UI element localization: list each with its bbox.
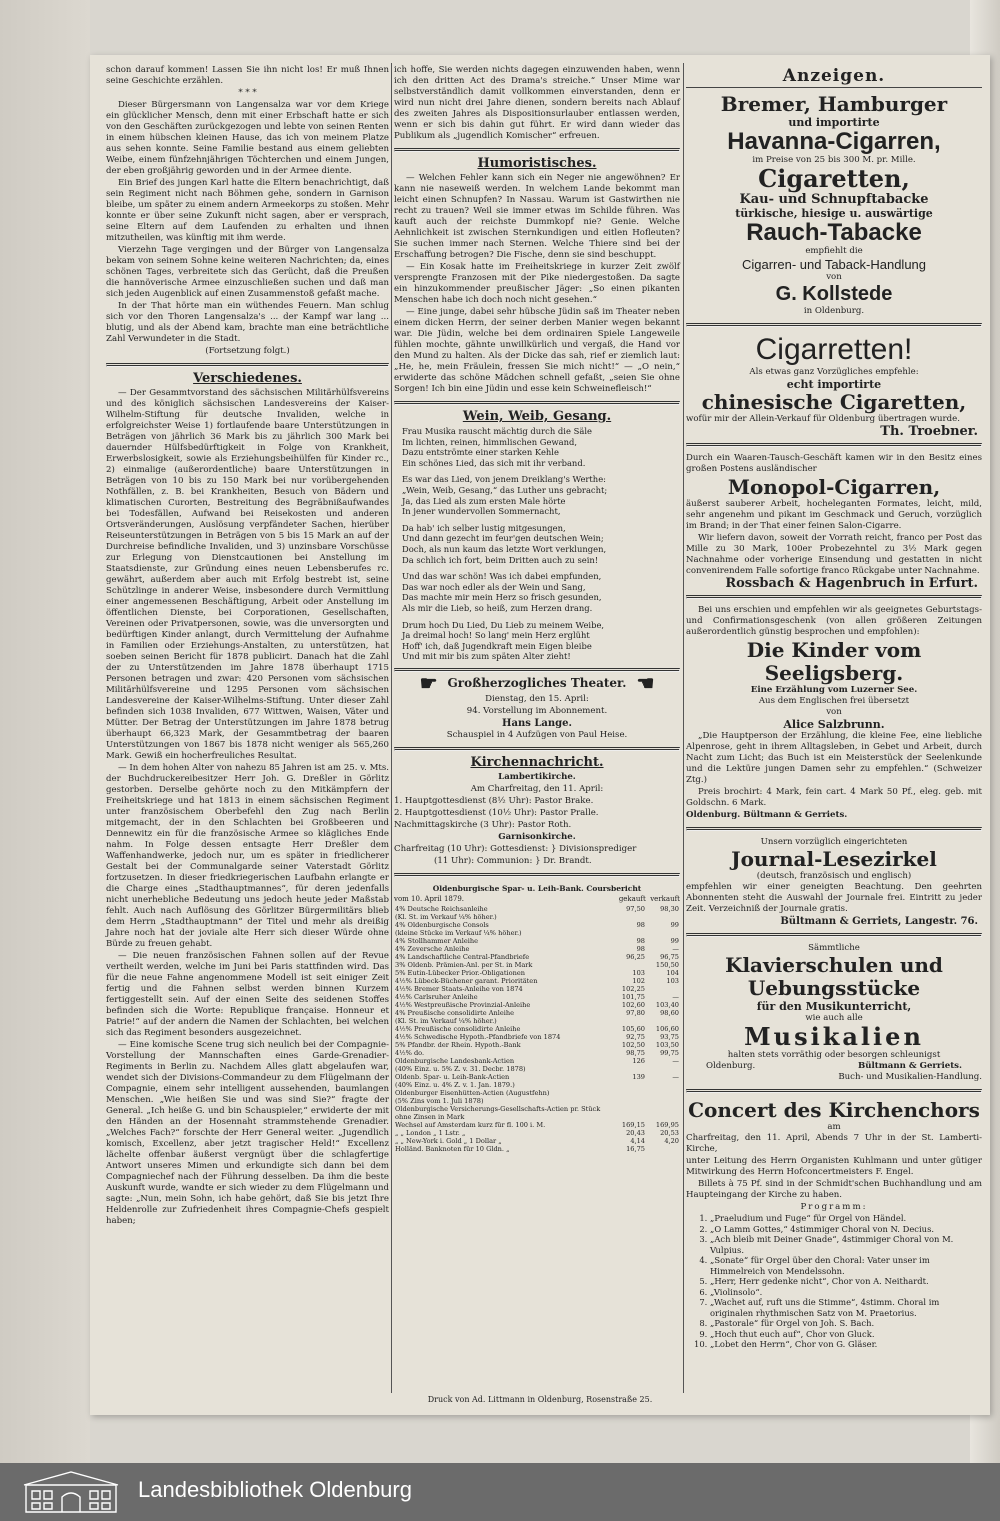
column-header-sold: verkauft [650,894,680,903]
sold-price [646,929,680,937]
table-row [394,905,680,913]
exchange-table [394,905,680,1153]
ad-line: Rauch-Tabacke [746,219,922,246]
program-list [686,1213,982,1350]
ad-line: und importirte [788,116,880,129]
ad-line: Als etwas ganz Vorzügliches empfehle: [749,367,919,377]
bought-price: 102,60 [621,1000,645,1009]
exchange-report-subhead [394,894,680,905]
sold-price: — [672,944,679,953]
ad-line: Wir liefern davon, soweit der Vorrath reicht, franco per Post das Mille zu 30 Mark, 100er Probezehntel zu 3½ Mark gegen Nachnahme oder vorherige Einsendung und gestatten in nicht convenirendem Falle sofortige franco Rückgabe unter Nachnahme. [686,533,982,576]
continuation-note: (Fortsetzung folgt.) [205,346,290,356]
bought-price [612,1089,646,1097]
bought-price [612,1097,646,1105]
ad-line: von [826,272,842,282]
service-line: 1. Hauptgottesdienst (8½ Uhr): Pastor Brake. [394,795,594,806]
table-row [394,1145,680,1153]
ad-lesezirkel [686,837,982,927]
ad-line: Havanna-Cigarren, [727,128,941,155]
ad-signature: Oldenburg. Bültmann & Gerriets. [686,810,848,820]
bought-price: 97,80 [626,1008,645,1017]
ad-line: empfehlen wir einer geneigten Beachtung. Den geehrten Abonnenten steht die Auswahl der Journale frei. Eintritt zu jeder Zeit. Verzeichniß der Journale gratis. [686,882,982,914]
poem-stanza: Frau Musika rauscht mächtig durch die Säle Im lichten, reinen, himmlischen Gewand, Dazu entströmte einer starken Kehle Ein schönes Lied, das sich mit ihr verband. [402,426,592,468]
bought-price: 102 [632,976,645,985]
separator-stars: * * * [238,88,257,98]
program-item: 6. „Violinsolo“. [710,1287,982,1298]
sold-price: 4,20 [664,1136,679,1145]
theater-genre: Schauspiel in 4 Aufzügen von Paul Heise. [446,729,628,740]
security-name: Holländ. Banknoten für 10 Gldn. „ [395,1144,510,1153]
bought-price: 126 [632,1056,645,1065]
table-row [394,1017,680,1025]
security-name: 4½% Carlsruher Anleihe [395,992,478,1001]
sold-price: 150,50 [655,960,679,969]
news-item: — In dem hohen Alter von nahezu 85 Jahren ist am 25. v. Mts. der Buchdruckereibesitzer Herr Joh. G. Dreßler in Görlitz gestorben. Derselbe gehörte noch zu den Mitkämpfern der Freiheitskriege und hat 1813 in einem sächsischen Regiment unter französischem Oberbefehl den Zug nach Berlin mitgemacht, der in den Schlachten bei Großbeeren und Dennewitz ein für die französische Armee so klägliches Ende nahm. In Folge dessen entsagte Herr Dreßler dem Waffenhandwerke, jedoch nur, um es später in friedlicherer Gestalt bei der Communalgarde seiner Vaterstadt Görlitz fortzusetzen. In dieser friedkriegerischen Laufbahn erlangte er die Charge eines „Stadthauptmannes“, für deren jedenfalls nicht unerhebliche Bedeutung uns jedoch heute jeder Maßstab fehlt. Auch nach Auflösung des Görlitzer Bürgermilitärs blieb dem Herrn „Stadthauptmann“ der Titel und mehr als dreißig Jahre noch hat der joviale alte Herr sich dieser Würde ohne Bürde zu freuen gehabt. [106,763,389,949]
divider [394,148,680,152]
sold-price: — [672,1056,679,1065]
table-row [394,1137,680,1145]
ad-line: Charfreitag, den 11. April, Abends 7 Uhr in der St. Lamberti-Kirche, [686,1133,982,1154]
table-row [394,1121,680,1129]
ad-line: für den Musikunterricht, [756,1000,912,1013]
security-name: 4% Stollhammer Anleihe [395,936,479,945]
bought-price [612,1081,646,1089]
ad-seeligsberg [686,605,982,821]
ad-line: Buch- und Musikalien-Handlung. [838,1072,982,1082]
program-item: 9. „Hoch thut euch auf“, Chor von Gluck. [710,1329,982,1340]
ad-line: Sämmtliche [808,943,860,953]
bought-price: 97,50 [626,904,645,913]
security-name: (Kl. St. im Verkauf ¼% höher.) [395,1016,497,1025]
sold-price [646,1089,680,1097]
bought-price [612,929,646,937]
theater-performance: 94. Vorstellung im Abonnement. [466,705,608,716]
story-text: schon darauf kommen! Lassen Sie ihn nicht los! Er muß Ihnen seine Geschichte erzählen. [106,65,389,86]
divider [394,747,680,751]
sold-price: 99 [670,936,679,945]
sold-price [646,985,680,993]
library-banner [0,1463,1000,1521]
theater-date: Dienstag, den 15. April: [485,693,589,704]
ad-line: im Preise von 25 bis 300 M. pr. Mille. [752,155,916,165]
ad-troebner [686,333,982,437]
ad-line: Monopol-Cigarren, [727,475,941,499]
table-row [394,921,680,929]
report-date: vom 10. April 1879. [394,894,465,903]
story-text: Dieser Bürgersmann von Langensalza war vor dem Kriege ein glücklicher Mensch, denn mit einer Erbschaft hatte er sich von den Geschäften zurückgezogen und lebte von seinen Renten in einem hübschen kleinen Hause, das ich von meinem Platze aus sehen konnte. Seine Familie bestand aus einem geliebten Weibe, einem fünfzehnjährigen Töchterchen und einem Jungen, der eben großjährig geworden und in der Armee diente. [106,100,389,176]
bought-price: 16,75 [626,1144,645,1153]
service-line: Charfreitag (10 Uhr): Gottesdienst: } Divisionsprediger [394,843,637,854]
ad-line: Eine Erzählung vom Luzerner See. [750,685,918,695]
table-row [394,977,680,985]
church-name: Garnisonkirche. [498,831,576,842]
sold-price: 20,53 [660,1128,679,1137]
security-name: 4% Preußische consolidirte Anleihe [395,1008,515,1017]
sold-price [646,913,680,921]
theater-title: Großherzogliches Theater. [447,675,627,690]
poem [394,426,680,662]
security-name: 4½% Westpreußische Provinzial-Anleihe [395,1000,531,1009]
news-item: — Eine komische Scene trug sich neulich bei der Compagnie-Vorstellung der Mannschaften eines Garde-Grenadier-Regiments in Berlin zu. Nachdem Alles glatt abgelaufen war, wendet sich der Divisions-Commandeur zu dem Flügelmann der Compagnie, einem sehr intelligent aussehenden, baumlangen Menschen. „Wie heißen Sie und was sind Sie?“ fragte der General. „Ich heiße G. und bin Schauspieler,“ erwiderte der mit den Händen an der Hosennaht strammstehende Grenadier. „Welches Fach?“ forschte der Herr General weiter. „Jugendlich komisch, Excellenz, aber jetzt tragischer Held!“ Excellenz lächelte offenbar äußerst vergnügt über die schlagfertige Antwort unseres Mimen und erkundigte sich dann bei dem Compagniechef nach der Führung desselben. Da ihm die beste Auskunft wurde, wandte er sich wieder zu dem Flügelmann und sagte: „Nun, mein Sohn, ich habe gehört, daß Sie bis jetzt Ihre Heldenrolle zur Zufriedenheit ihres Compagnie-Chefs gespielt haben; [106,1040,389,1226]
table-row [394,1041,680,1049]
ad-line: Alice Salzbrunn. [783,718,885,731]
ad-line: Bei uns erschien und empfehlen wir als geeignetes Geburtstags- und Confirmationsgeschenk (von allen größeren Zeitungen außerordentlich günstig besprochen und empfohlen): [686,605,982,637]
bought-price [612,1017,646,1025]
sold-price: 98,60 [660,1008,679,1017]
joke-item: — Welchen Fehler kann sich ein Neger nie angewöhnen? Er kann nie naseweiß werden. In welchem Lande bekommt man leicht einen Schnupfen? In Nassau. Warum ist Gastwirthen nie recht zu trauen? Weil sie immer etwas im Schilde führen. Was kauft auch der reichste Dummkopf nie? Genie. Welche Aehnlichkeit ist zwischen Sternkundigen und eitlen Hofleuten? Sie suchen immer nach Sternen. Welche Thiere sind bei der Erschaffung betrogen? Die Fische, denn sie sind beschuppt. [394,173,680,260]
table-row [394,937,680,945]
column-1 [106,65,389,1228]
table-row [394,1097,680,1105]
theater-heading [394,670,680,695]
ad-line: „Die Hauptperson der Erzählung, die kleine Fee, eine liebliche Alpenrose, geht in ihrem Alltagsleben, in Gebet und Arbeit, durch Nacht zum Licht; das Buch ist ein Meisterstück der Seelenkunde und die Lektüre jungen Damen sehr zu empfehlen.“ (Schweizer Ztg.) [686,731,982,785]
ad-line: chinesische Cigaretten, [701,390,967,414]
sold-price: 103,40 [655,1000,679,1009]
bought-price [612,1105,646,1113]
table-row [394,1033,680,1041]
table-row [394,929,680,937]
column-3 [686,65,982,1350]
sold-price: — [672,1072,679,1081]
table-row [394,1001,680,1009]
bought-price: 102,25 [621,984,645,993]
bought-price: 98 [636,920,645,929]
ad-line: Musikalien [744,1022,924,1051]
sold-price: 169,95 [655,1120,679,1129]
program-item: 8. „Pastorale“ für Orgel von Joh. S. Bach. [710,1318,982,1329]
ad-line: Kau- und Schnupftabacke [739,192,929,207]
sold-price [646,1113,680,1121]
ad-signature: Bültmann & Gerriets, Langestr. 76. [780,916,978,927]
table-row [394,1025,680,1033]
ad-concert [686,1099,982,1350]
security-name: 4% Landschaftliche Central-Pfandbriefe [395,952,530,961]
exchange-report-title: Oldenburgische Spar- u. Leih-Bank. Coursbericht [432,883,642,893]
sold-price [646,1105,680,1113]
security-name: 4½% Preußische consolidirte Anleihe [395,1024,521,1033]
security-name: 4½% Lübeck-Büchener garant. Prioritäten [395,976,538,985]
news-item: — Der Gesammtvorstand des sächsischen Militärhülfsvereins und des königlich sächsischen Landesvereins der Kaiser-Wilhelm-Stiftung für deutsche Invaliden, welche in erfolgreichster Weise 1) fortlaufende baare Unterstützungen in Beträgen von jährlich 36 Mark bis zu jährlich 300 Mark bei dauernder Hülfsbedürftigkeit in Folge von Krankheit, Erwerbslosigkeit, sowie als Erziehungsbeihülfen für Kinder rc., 2) einmalige (außerordentliche) baare Unterstützungen in Beträgen von 10 bis zu 150 Mark bei nur vorübergehenden Nothfällen, z. B. bei Krankheiten, Besuch von Bädern und klimatischen Curorten, Bestreitung des Begräbnißaufwandes bei Todesfällen, Aufwand bei Reisekosten und anderen Ortsveränderungen, Auslösung verpfändeter Sachen, hierüber Reiseunterstützungen in Beträgen von 5 bis 15 Mark an auf der Durchreise befindliche Invaliden, und 3) unzinsbare Vorschüsse zur Erlegung von Dienstcautionen bei Anstellung im Staatsdienste, zur Gründung eines neuen Lebensberufes rc. gewährt, außerdem aber auch mit Erfolg bestrebt ist, seine Schützlinge in anderer Weise, insbesondere durch Vermittlung einer angemessenen Beschäftigung, Arbeit oder Anstellung im öffentlichen Dienste, bei Corporationen, Gesellschaften, Vereinen oder Privatpersonen, sowie, was die unversorgten und bedürftigen Kinder anlangt, durch Vermittelung der Aufnahme in Familien oder Erziehungs-Anstalten, zu unterstützen, hat soeben seinen Bericht für 1878 publicirt. Danach hat die Zahl der zu Unterstützenden im Jahre 1878 überhaupt 1715 Personen betragen und zwar: 420 Personen vom sächsischen Militärhülfsvereine und 1295 Personen vom sächsischen Landesvereine der Kaiser-Wilhelms-Stiftung. Unter dieser Zahl befinden sich 1038 Invaliden, 677 Wittwen, Waisen, Väter und Mütter. Der Betrag der Unterstützungen im Jahre 1878 betrug überhaupt 66,323 Mark, der Gesammtbetrag der baaren Unterstützungen von 1867 bis 1878 nicht weniger als 565,260 Mark. Gewiß ein hocherfreuliches Resultat. [106,388,389,761]
bought-price: 105,60 [621,1024,645,1033]
ad-line: in Oldenburg. [803,306,865,316]
ad-line: Journal-Lesezirkel [731,847,937,871]
church-date: Am Charfreitag, den 11. April: [470,783,604,794]
sold-price [646,1017,680,1025]
sold-price: 106,60 [655,1024,679,1033]
program-heading: Programm: [800,1202,868,1212]
sold-price [646,1145,680,1153]
table-row [394,969,680,977]
bought-price [612,961,646,969]
story-text: ich hoffe, Sie werden nichts dagegen einzuwenden haben, wenn ich den dritten Act des Drama's streiche.“ Unser Mime war selbstverständlich damit vollkommen einverstanden, denn er wird nun nicht drei Jahre dienen, sondern bereits nach Ablauf des zweiten Jahres als Dispositionsurlauber entlassen werden, wenn er sich bis dahin gut führt. Er wird dann wieder das Publikum als „jugendlich Komischer“ erfreuen. [394,65,680,141]
security-name: Oldenburgische Landesbank-Actien [395,1056,515,1065]
ad-line: Concert des Kirchenchors [688,1098,980,1122]
ad-line: G. Kollstede [775,283,893,305]
story-text: In der That hörte man ein wüthendes Feuern. Man schlug sich vor den Thoren Langensalza's ... der Kampf war lang ... blutig, und als der Abend kam, brachte man eine beträchtliche Zahl Verwundeter in die Stadt. [106,301,389,344]
scan-margin-left [0,0,90,1521]
ad-monopol [686,453,982,589]
ad-line: halten stets vorräthig oder besorgen schleunigst [727,1050,941,1060]
bought-price [612,1113,646,1121]
joke-item: — Eine junge, dabei sehr hübsche Jüdin saß im Theater neben einem dicken Herrn, der seiner derben Manier wegen bekannt war. Die Jüdin, welche bei dem ordinairen Spiele Langeweile fühlen mochte, gähnte unwillkürlich und vergaß, die Hand vor den Mund zu halten. Als der Dicke das sah, rief er ziemlich laut: „He, he, mein Fräulein, fressen Sie mich nicht!“ — „O nein,“ erwiderte das schöne Mädchen schnell gefaßt, „seien Sie ohne Sorgen! Ich bin eine Jüdin und esse kein Schweinefleisch!“ [394,307,680,394]
ad-line: Klavierschulen und Uebungsstücke [725,953,943,1000]
program-item: 2. „O Lamm Gottes,“ 4stimmiger Choral von N. Decius. [710,1224,982,1235]
security-name: 4½% do. [395,1048,425,1057]
bought-price: 92,75 [626,1032,645,1041]
bought-price: 139 [632,1072,645,1081]
joke-item: — Ein Kosak hatte im Freiheitskriege in kurzer Zeit zwölf versprengte Franzosen mit der Pike niedergestoßen. Da sagte ein hinzukommender preußischer Jäger: „So einen pikanten Menschen habe ich doch noch nicht gesehen.“ [394,262,680,305]
table-row [394,1073,680,1081]
ad-line: von [826,707,842,717]
security-name: (Kl. St. im Verkauf ¼% höher.) [395,912,497,921]
table-row [394,961,680,969]
security-name: 4% Oldenburgische Consols [395,920,489,929]
bought-price: 103 [632,968,645,977]
program-item: 10. „Lobet den Herrn“, Chor von G. Gläser. [710,1339,982,1350]
sold-price: 103 [666,976,679,985]
security-name: 4½% Schwedische Hypoth.-Pfandbriefe von 1874 [395,1032,561,1041]
section-heading-verschiedenes: Verschiedenes. [193,371,302,386]
table-row [394,1113,680,1121]
security-name: (5% Zins vom 1. Juli 1878) [395,1096,484,1105]
security-name: (40% Einz. u. 5% Z. v. 31. Decbr. 1878) [395,1064,526,1073]
security-name: Wechsel auf Amsterdam kurz für fl. 100 i. M. [395,1120,546,1129]
program-item: 3. „Ach bleib mit Deiner Gnade“, 4stimmiger Choral von M. Vulpius. [710,1234,982,1255]
poem-title: Wein, Weib, Gesang. [462,409,612,424]
program-item: 4. „Sonate“ für Orgel über den Choral: Vater unser im Himmelreich von Mendelssohn. [710,1255,982,1276]
ad-signature: Th. Troebner. [880,424,978,439]
ad-musikalien [686,943,982,1083]
bought-price: 20,43 [626,1128,645,1137]
section-heading-humoristisches: Humoristisches. [477,156,597,171]
ad-line: (deutsch, französisch und englisch) [756,871,912,881]
imprint: Druck von Ad. Littmann in Oldenburg, Rosenstraße 25. [427,1395,653,1404]
bought-price: 169,15 [621,1120,645,1129]
table-row [394,985,680,993]
security-name: 5% Pfandbr. der Rhein. Hypoth.-Bank [395,1040,521,1049]
security-name: Oldenb. Spar- u. Leih-Bank-Actien [395,1072,510,1081]
security-name: 3% Oldenb. Prämien-Anl. per St. in Mark [395,960,533,969]
poem-stanza: Und das war schön! Was ich dabei empfunden, Das war noch edler als der Wein und Sang, Das machte mir mein Herz so frisch gesunden, Als mir die Lieb, so heiß, zum Herzen drang. [402,571,602,613]
table-row [394,1009,680,1017]
security-name: 4% Zeversche Anleihe [395,944,470,953]
divider [394,873,680,877]
ad-line: Durch ein Waaren-Tausch-Geschäft kamen wir in den Besitz eines großen Postens ausländischer [686,453,982,474]
bought-price: 96,25 [626,952,645,961]
poem-stanza: Da hab' ich selber lustig mitgesungen, Und dann gezecht im feur'gen deutschen Wein; Doch, als nun kaum das letzte Wort verklungen, Da schlich ich fort, beim Dritten auch zu sein! [402,522,607,565]
column-2 [394,65,680,1153]
bought-price: 98 [636,944,645,953]
security-name: (40% Einz. u. 4% Z. v. 1. Jan. 1879.) [395,1080,515,1089]
table-row [394,1049,680,1057]
program-item: 5. „Herr, Herr gedenke nicht“, Chor von A. Neithardt. [710,1276,982,1287]
sold-price: 103,50 [655,1040,679,1049]
story-text: Ein Brief des jungen Karl hatte die Eltern benachrichtigt, daß sein Regiment nicht nach Böhmen gehe, sondern in Garnison bleibe, um später zu einem andern Armeekorps zu stoßen. Mehr konnte er über seine Zukunft nicht sagen, aber er versprach, seine Eltern auf dem Laufenden zu erhalten und ihnen mitzutheilen, was künftig mit ihm werde. [106,178,389,243]
bought-price [612,913,646,921]
ad-line: Billets à 75 Pf. sind in der Schmidt'schen Buchhandlung und am Haupteingang der Kirche zu haben. [686,1179,982,1200]
bought-price: 102,50 [621,1040,645,1049]
ad-line: echt importirte [786,378,882,391]
security-name: 5% Eutin-Lübecker Prior.-Obligationen [395,968,525,977]
ad-line: Bültmann & Gerriets. [857,1061,962,1071]
sold-price: — [672,992,679,1001]
ad-line: wofür mir der Allein-Verkauf für Oldenburg übertragen wurde. [686,414,960,424]
column-header-bought: gekauft [618,894,646,903]
pointing-hand-left-icon: ☚ [636,670,655,695]
ad-line: Bremer, Hamburger [720,92,948,116]
divider [394,401,680,405]
bought-price: 98,75 [626,1048,645,1057]
ad-line: wie auch alle [805,1013,863,1023]
service-line: Nachmittagskirche (3 Uhr): Pastor Roth. [394,819,572,830]
ad-signature: Rossbach & Hagenbruch in Erfurt. [725,576,978,591]
story-text: Vierzehn Tage vergingen und der Bürger von Langensalza bekam von seinem Sohne keine weiteren Nachrichten; da, eines schönen Tages, verbreitete sich das Gerücht, daß die Preußen die hannöverische Armee einzuschließen suchen und daß man sich jeden Augenblick auf einen Zusammenstoß gefaßt mache. [106,245,389,299]
ad-line: Cigarren- und Taback-Handlung [741,257,927,272]
security-name: ohne Zinsen in Mark [395,1112,465,1121]
ad-line: Die Kinder vom Seeligsberg. [746,638,922,685]
sold-price [646,1065,680,1073]
security-name: 4½% Bremer Staats-Anleihe von 1874 [395,984,523,993]
poem-stanza: Drum hoch Du Lied, Du Lieb zu meinem Weibe, Ja dreimal hoch! So lang' mein Herz erglüht Hoff' ich, daß Jugendkraft mein Eigen bleibe Und mit mir bis zum späten Alter zieht! [402,619,605,662]
ad-line: empfiehlt die [805,246,863,256]
ad-line: Unsern vorzüglich eingerichteten [760,837,908,847]
ad-line: Aus dem Englischen frei übersetzt [758,696,910,706]
column-rule [391,63,392,1393]
library-building-icon [20,1469,122,1515]
table-row [394,1081,680,1089]
program-item: 7. „Wachet auf, ruft uns die Stimme“, 4stimm. Choral im originalen rhythmischen Satz von M. Praetorius. [710,1297,982,1318]
table-row [394,1089,680,1097]
ads-heading: Anzeigen. [782,66,886,86]
sold-price [646,1097,680,1105]
table-row [394,993,680,1001]
bought-price: 4,14 [630,1136,645,1145]
bought-price: 98 [636,936,645,945]
sold-price: 99,75 [660,1048,679,1057]
ad-line: äußerst sauberer Arbeit, hocheleganten Formates, leicht, mild, sehr angenehm und pikant im Geschmack und Geruch, vorzüglich im Brand; in der That einer feinen Salon-Cigarre. [686,499,982,531]
program-item: 1. „Praeludium und Fuge“ für Orgel von Händel. [710,1213,982,1224]
ad-line: Cigarretten! [755,333,913,366]
security-name: (kleine Stücke im Verkauf ¼% höher.) [395,928,522,937]
sold-price [646,1081,680,1089]
divider [106,363,389,367]
newspaper-page [90,55,990,1415]
table-row [394,1065,680,1073]
bought-price: 101,75 [621,992,645,1001]
table-row [394,945,680,953]
table-row [394,953,680,961]
security-name: Oldenburgische Versicherungs-Gesellschafts-Actien pr. Stück [395,1104,601,1113]
sold-price: 99 [670,920,679,929]
ad-line: am [827,1122,841,1132]
church-heading: Kirchennachricht. [470,754,604,770]
security-name: 4% Deutsche Reichsanleihe [395,904,488,913]
table-row [394,1105,680,1113]
ad-line: Preis brochirt: 4 Mark, fein cart. 4 Mark 50 Pf., eleg. geb. mit Goldschn. 6 Mark. [686,787,982,808]
security-name: Oldenburger Eisenhütten-Actien (Augustfehn) [395,1088,550,1097]
sold-price: 93,75 [660,1032,679,1041]
ad-line: türkische, hiesige u. auswärtige [735,207,933,220]
security-name: „ „ New-York i. Gold „ 1 Dollar „ [395,1136,502,1145]
theater-play: Hans Lange. [502,717,572,729]
ad-line: unter Leitung des Herrn Organisten Kuhlmann und unter gütiger Mitwirkung des Herrn Hofconcertmeisters F. Engel. [686,1156,982,1177]
security-name: „ „ London „ 1 Lstr. „ [395,1128,466,1137]
poem-stanza: Es war das Lied, von jenem Dreiklang's Werthe: „Wein, Weib, Gesang,“ das Luther uns gebracht; Ja, das Lied als zum ersten Male hörte In jener wundervollen Sommernacht, [402,474,608,517]
ad-line: Oldenburg. [706,1061,756,1071]
sold-price: 98,30 [660,904,679,913]
ad-line: Cigaretten, [758,164,910,193]
table-row [394,1057,680,1065]
pointing-hand-right-icon: ☛ [419,670,438,695]
library-name: Landesbibliothek Oldenburg [138,1477,412,1502]
column-rule [683,63,684,1393]
news-item: — Die neuen französischen Fahnen sollen auf der Revue vertheilt werden, welche im Juni bei Paris stattfinden wird. Das für die neue Fahne angenommene Modell ist seit einiger Zeit fertig und die Fahnen selbst werden binnen Kurzem fertiggestellt sein. Auf der einen Seite des seidenen Stoffes befinden sich die Worte: Republique française. Honneur et Patrie!“ auf der andern die Namen der Schlachten, bei welchen sich das Regiment besonders ausgezeichnet. [106,951,389,1038]
sold-price: 104 [666,968,679,977]
service-line: (11 Uhr): Communion: } Dr. Brandt. [434,855,592,866]
church-name: Lambertikirche. [498,771,576,782]
sold-price: 96,75 [660,952,679,961]
table-row [394,1129,680,1137]
table-row [394,913,680,921]
bought-price [612,1065,646,1073]
service-line: 2. Hauptgottesdienst (10½ Uhr): Pastor Pralle. [394,807,599,818]
ad-kollstede [686,93,982,317]
